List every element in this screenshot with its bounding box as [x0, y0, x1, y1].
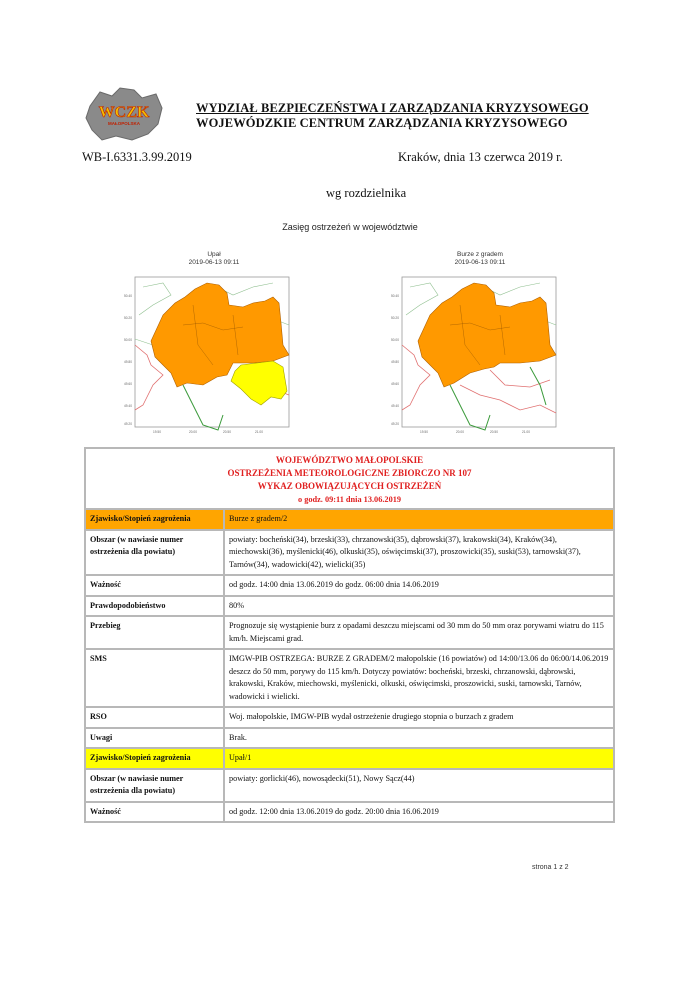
- table-row: [85, 530, 614, 576]
- map-phenomenon: Upał: [207, 251, 221, 258]
- y-tick: 49.20: [124, 422, 132, 426]
- row-label: Prawdopodobieństwo: [85, 596, 224, 617]
- row-value: od godz. 12:00 dnia 13.06.2019 do godz. 20:00 dnia 16.06.2019: [224, 802, 614, 823]
- y-tick: 50.40: [391, 294, 399, 298]
- maps-title: Zasięg ostrzeżeń w województwie: [282, 222, 418, 232]
- table-row: [85, 616, 614, 649]
- row-label: Obszar (w nawiasie numer ostrzeżenia dla powiatu): [85, 530, 224, 576]
- table-row: [85, 575, 614, 596]
- logo-subtext: MAŁOPOLSKA: [108, 121, 140, 126]
- row-label: SMS: [85, 649, 224, 707]
- row-label: RSO: [85, 707, 224, 728]
- row-label: Uwagi: [85, 728, 224, 749]
- recipient: wg rozdzielnika: [326, 186, 407, 200]
- x-tick: 21.00: [522, 430, 530, 434]
- row-value: 80%: [224, 596, 614, 617]
- table-row: [85, 728, 614, 749]
- reference-number: WB-I.6331.3.99.2019: [82, 150, 192, 164]
- row-value: Woj. małopolskie, IMGW-PIB wydał ostrzeżenie drugiego stopnia o burzach z gradem: [224, 707, 614, 728]
- row-value: Upał/1: [224, 748, 614, 769]
- table-row: [85, 707, 614, 728]
- y-tick: 50.20: [391, 316, 399, 320]
- row-value: IMGW-PIB OSTRZEGA: BURZE Z GRADEM/2 małopolskie (16 powiatów) od 14:00/13.06 do 06:00/14.06.2019 deszcz do 50 mm, porywy do 115 km/h. Dotyczy powiatów: bocheński, brzeski, chrzanowski, dąbrowski, krakowski, Kraków, miechowski, myślenicki, olkuski, oświęcimski, proszowicki, suski, tarnowski, Tarnów, wadowicki i wielicki.: [224, 649, 614, 707]
- row-value: Prognozuje się wystąpienie burz z opadami deszczu miejscami od 30 mm do 50 mm oraz porywami wiatru do 115 km/h. Miejscami grad.: [224, 616, 614, 649]
- y-tick: 49.60: [124, 382, 132, 386]
- department-name: WYDZIAŁ BEZPIECZEŃSTWA I ZARZĄDZANIA KRYZYSOWEGO: [196, 101, 589, 115]
- title-voivodeship: WOJEWÓDZTWO MAŁOPOLSKIE: [275, 455, 424, 465]
- row-label: Zjawisko/Stopień zagrożenia: [85, 748, 224, 769]
- y-tick: 50.20: [124, 316, 132, 320]
- map-timestamp: 2019-06-13 09:11: [188, 259, 240, 266]
- x-tick: 21.00: [255, 430, 263, 434]
- x-tick: 20.50: [223, 430, 231, 434]
- row-label: Ważność: [85, 802, 224, 823]
- table-row: [85, 748, 614, 769]
- y-tick: 50.00: [124, 338, 132, 342]
- table-row: [85, 649, 614, 707]
- row-value: powiaty: gorlicki(46), nowosądecki(51), Nowy Sącz(44): [224, 769, 614, 802]
- y-tick: 50.00: [391, 338, 399, 342]
- table-row: [85, 769, 614, 802]
- x-tick: 20.00: [456, 430, 464, 434]
- row-label: Ważność: [85, 575, 224, 596]
- row-label: Zjawisko/Stopień zagrożenia: [85, 509, 224, 530]
- table-row: [85, 596, 614, 617]
- x-tick: 20.50: [490, 430, 498, 434]
- row-label: Przebieg: [85, 616, 224, 649]
- table-title-row: [85, 448, 614, 509]
- row-value: Brak.: [224, 728, 614, 749]
- x-tick: 20.00: [189, 430, 197, 434]
- row-value: Burze z gradem/2: [224, 509, 614, 530]
- page-number: strona 1 z 2: [532, 864, 569, 871]
- map-phenomenon: Burze z gradem: [457, 251, 503, 258]
- map-caption-heat: [154, 251, 274, 267]
- place-date: Kraków, dnia 13 czerwca 2019 r.: [398, 150, 563, 164]
- y-tick: 49.20: [391, 422, 399, 426]
- table-row: [85, 802, 614, 823]
- x-tick: 19.50: [420, 430, 428, 434]
- row-label: Obszar (w nawiasie numer ostrzeżenia dla powiatu): [85, 769, 224, 802]
- y-tick: 49.60: [391, 382, 399, 386]
- logo-text: WCZK: [98, 104, 150, 121]
- y-tick: 49.40: [391, 404, 399, 408]
- title-list: WYKAZ OBOWIĄZUJĄCYCH OSTRZEŻEŃ: [257, 481, 442, 491]
- x-tick: 19.50: [153, 430, 161, 434]
- title-time: o godz. 09:11 dnia 13.06.2019: [297, 495, 402, 504]
- y-tick: 49.80: [124, 360, 132, 364]
- map-timestamp: 2019-06-13 09:11: [454, 259, 506, 266]
- y-tick: 50.40: [124, 294, 132, 298]
- title-warnings: OSTRZEŻENIA METEOROLOGICZNE ZBIORCZO NR 107: [227, 468, 472, 478]
- map-caption-storm: [420, 251, 540, 267]
- table-row: [85, 509, 614, 530]
- map-heat-warning: [123, 275, 291, 435]
- map-storm-warning: [390, 275, 558, 435]
- row-value: powiaty: bocheński(34), brzeski(33), chrzanowski(35), dąbrowski(37), krakowski(34), Kraków(34), miechowski(36), myślenicki(46), olkuski(35), oświęcimski(37), proszowicki(35), suski(53), tarnowski(37), Tarnów(34), wadowicki(42), wielicki(35): [224, 530, 614, 576]
- row-value: od godz. 14:00 dnia 13.06.2019 do godz. 06:00 dnia 14.06.2019: [224, 575, 614, 596]
- table-title: [85, 448, 614, 509]
- y-tick: 49.80: [391, 360, 399, 364]
- y-tick: 49.40: [124, 404, 132, 408]
- wczk-logo: [82, 84, 166, 144]
- warnings-table: [84, 447, 615, 823]
- center-name: WOJEWÓDZKIE CENTRUM ZARZĄDZANIA KRYZYSOWEGO: [196, 116, 568, 130]
